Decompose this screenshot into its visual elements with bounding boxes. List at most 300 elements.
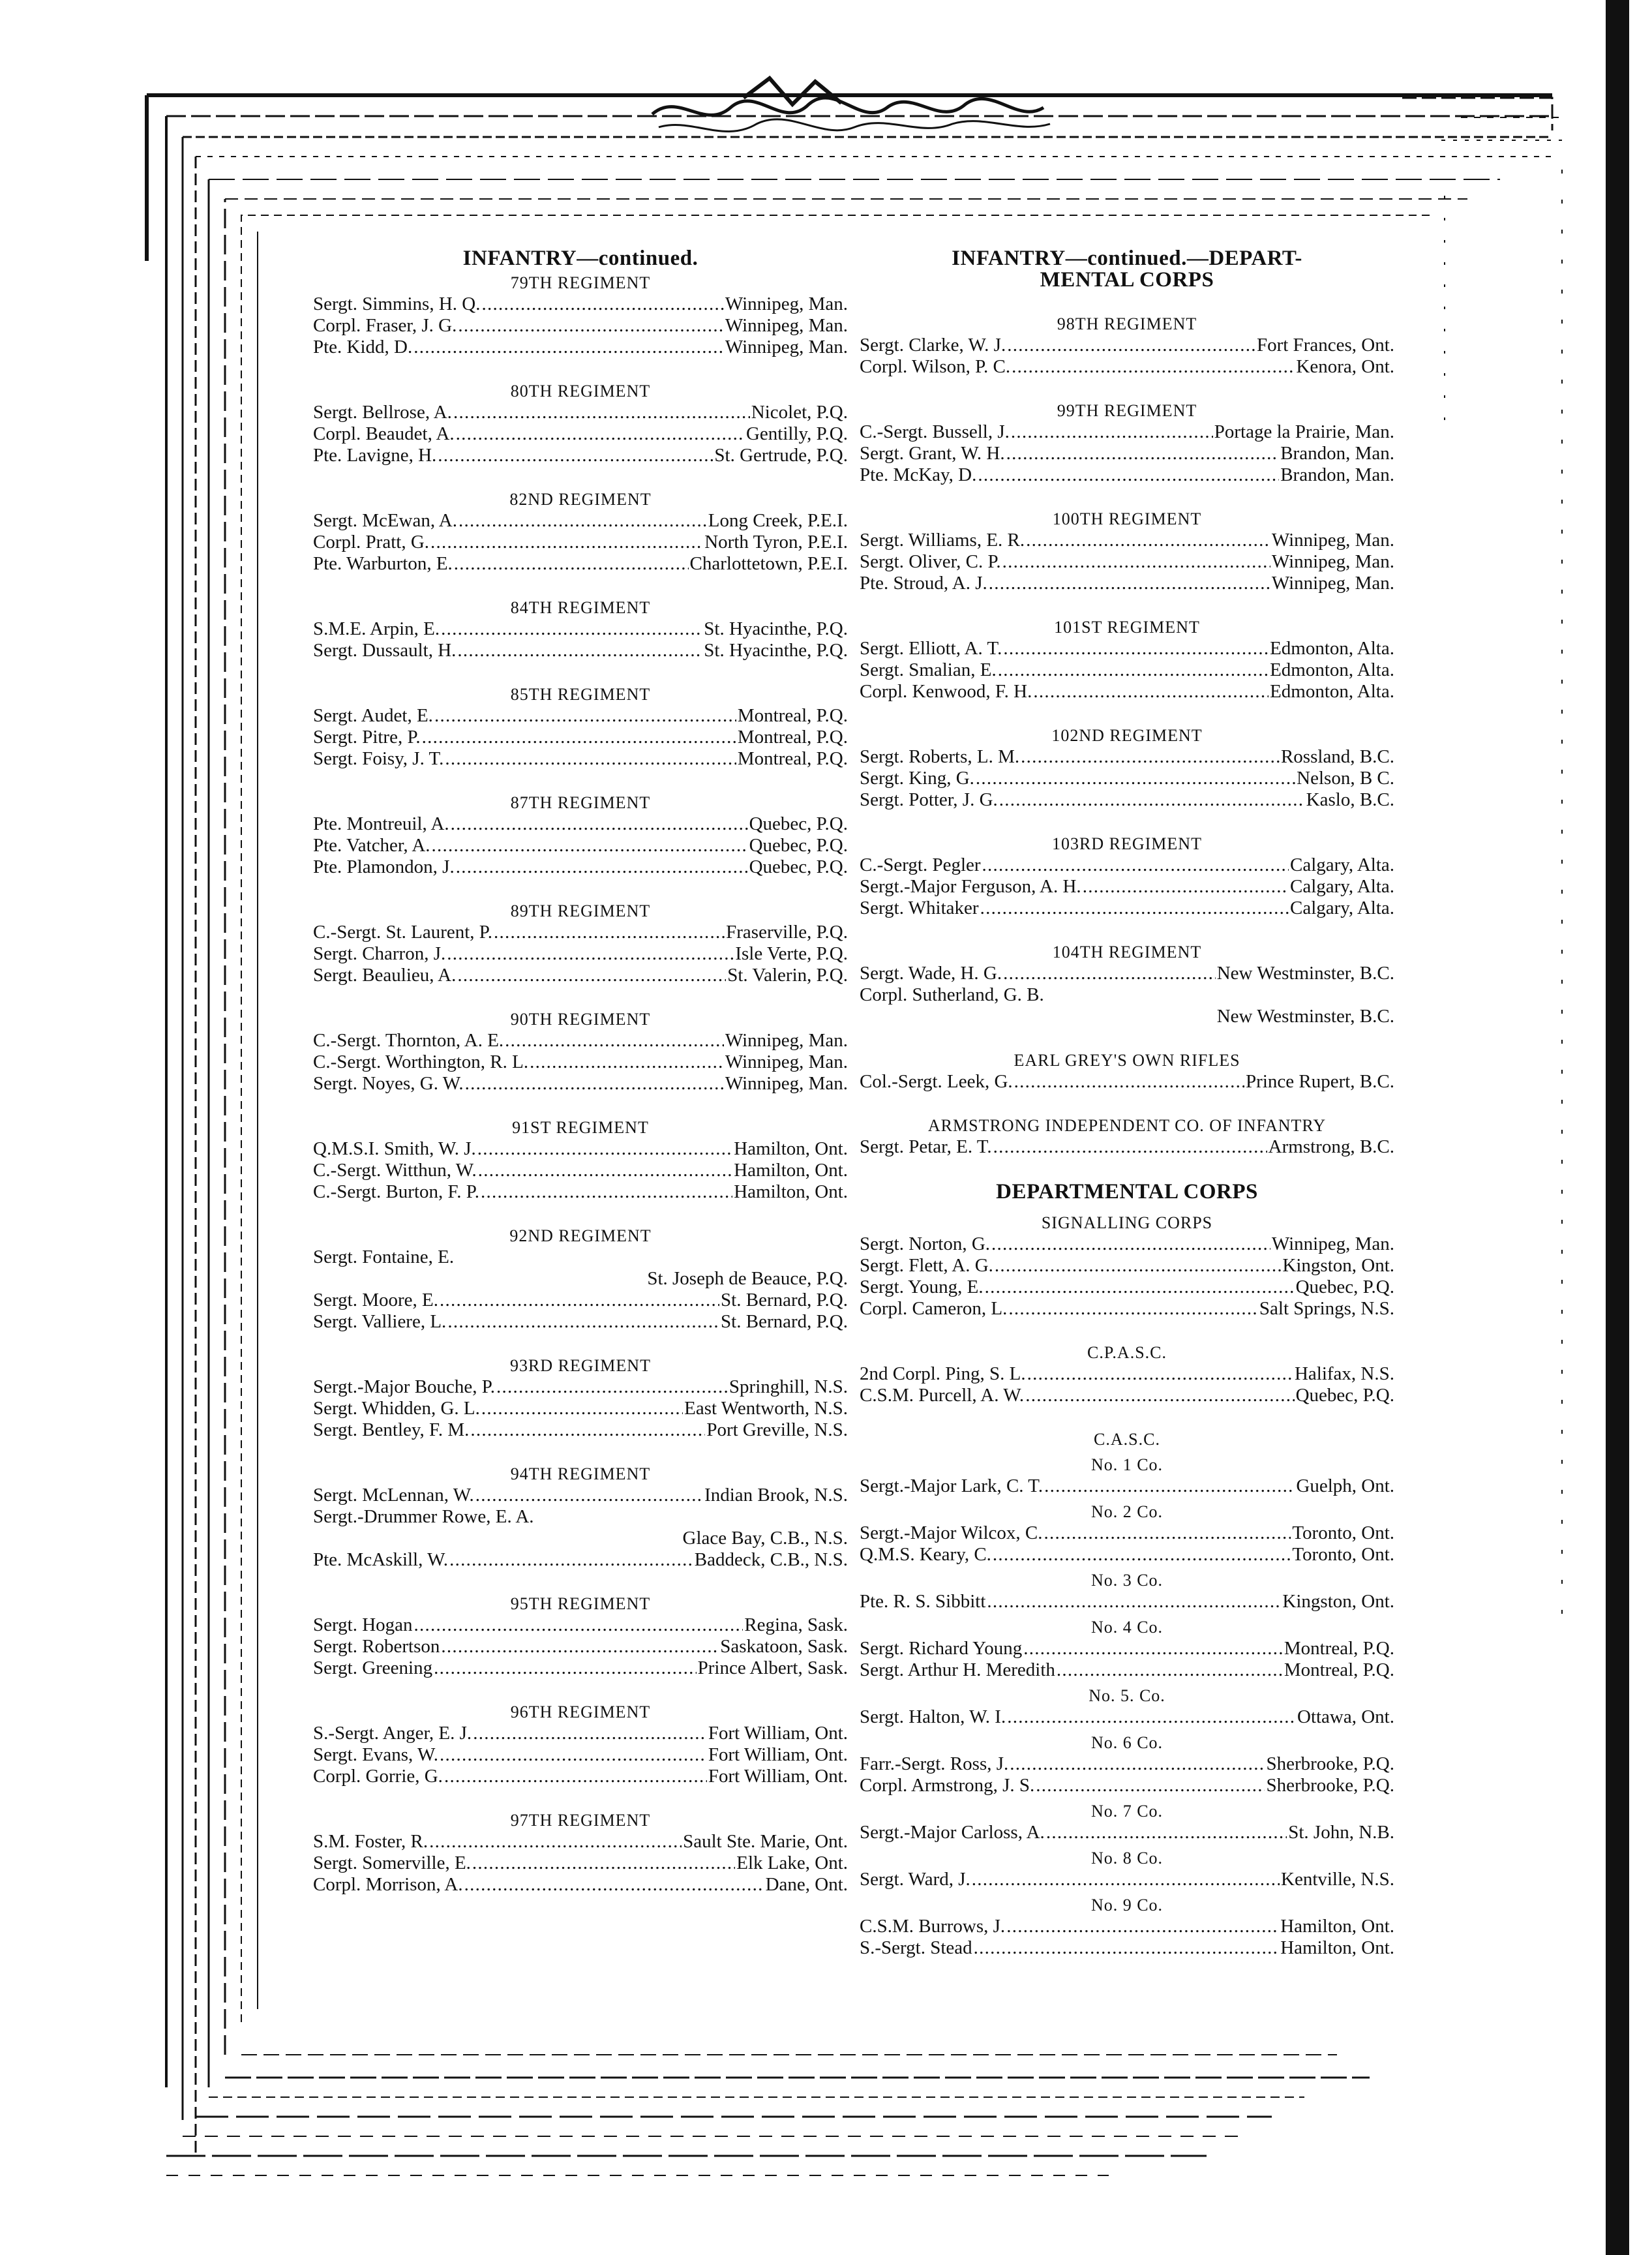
- leader-dots: [972, 1869, 1280, 1890]
- entry-name: C.-Sergt. Witthun, W.: [313, 1160, 477, 1181]
- leader-dots: [496, 1376, 728, 1398]
- regiment-heading: 95TH REGIMENT: [510, 1594, 651, 1613]
- regiment-heading: 104TH REGIMENT: [1052, 943, 1202, 961]
- leader-dots: [999, 789, 1305, 811]
- entry-name: Sergt. Flett, A. G.: [860, 1255, 993, 1276]
- entry-name: Sergt.-Major Ferguson, A. H.: [860, 876, 1081, 897]
- roster-entry: [313, 943, 848, 965]
- entry-place: Nelson, B C.: [1297, 768, 1394, 789]
- leader-dots: [456, 423, 745, 445]
- entry-place: East Wentworth, N.S.: [684, 1398, 848, 1419]
- roster-entry: [313, 1030, 848, 1052]
- roster-entry: [860, 1136, 1394, 1158]
- regiment-heading: 103RD REGIMENT: [1052, 834, 1202, 853]
- company-heading: No. 3 Co.: [1090, 1571, 1164, 1590]
- regiment-heading: 101ST REGIMENT: [1054, 618, 1200, 637]
- leader-dots: [1025, 1385, 1294, 1406]
- roster-entry: [860, 984, 1394, 1027]
- entry-name: Sergt. Petar, E. T.: [860, 1136, 992, 1157]
- entry-place: Calgary, Alta.: [1290, 898, 1394, 918]
- entry-name: Sergt. Potter, J. G.: [860, 789, 998, 810]
- entry-place: Springhill, N.S.: [728, 1376, 848, 1397]
- regiment-heading: 90TH REGIMENT: [510, 1010, 651, 1029]
- entry-name: Col.-Sergt. Leek, G.: [860, 1071, 1013, 1092]
- right-column: [860, 248, 1394, 1959]
- entry-name: S.M. Foster, R.: [313, 1831, 428, 1852]
- roster-entry: [313, 294, 848, 315]
- roster-entry: [860, 659, 1394, 681]
- leader-dots: [974, 1937, 1280, 1959]
- leader-dots: [457, 965, 726, 986]
- roster-entry: [313, 1549, 848, 1571]
- entry-place: Gentilly, P.Q.: [745, 423, 848, 444]
- regiment-heading: 92ND REGIMENT: [509, 1226, 652, 1245]
- company-heading: No. 1 Co.: [1090, 1455, 1164, 1474]
- regiment-heading: 100TH REGIMENT: [1052, 509, 1202, 528]
- roster-entry: [313, 423, 848, 445]
- entry-place: Hamilton, Ont.: [1280, 1916, 1394, 1937]
- roster-entry: [313, 445, 848, 466]
- company-heading: No. 6 Co.: [1090, 1733, 1164, 1752]
- regiment-heading: 102ND REGIMENT: [1051, 726, 1203, 745]
- roster-entry: [313, 1376, 848, 1398]
- entry-name: C.S.M. Purcell, A. W.: [860, 1385, 1025, 1406]
- leader-dots: [1002, 551, 1270, 573]
- entry-name: Pte. Lavigne, H.: [313, 445, 437, 466]
- entry-place: Winnipeg, Man.: [725, 337, 848, 357]
- leader-dots: [447, 1311, 719, 1333]
- leader-dots: [993, 1544, 1291, 1566]
- entry-place: Halifax, N.S.: [1294, 1363, 1394, 1384]
- leader-dots: [978, 464, 1279, 486]
- entry-place: Guelph, Ont.: [1296, 1476, 1394, 1496]
- regiment-heading: C.A.S.C.: [1094, 1430, 1160, 1449]
- entry-place: St. Gertrude, P.Q.: [714, 445, 848, 466]
- entry-place: Hamilton, Ont.: [734, 1160, 848, 1181]
- roster-entry: [313, 618, 848, 640]
- leader-dots: [457, 640, 702, 661]
- entry-place: Sherbrooke, P.Q.: [1266, 1775, 1394, 1796]
- entry-place: Fort William, Ont.: [708, 1766, 848, 1787]
- entry-name: Corpl. Cameron, L.: [860, 1298, 1008, 1319]
- leader-dots: [430, 532, 703, 553]
- entry-place: Kentville, N.S.: [1281, 1869, 1394, 1890]
- entry-name: Sergt. Smalian, E.: [860, 659, 997, 680]
- entry-place: Kingston, Ont.: [1282, 1591, 1394, 1612]
- entry-place: St. Valerin, P.Q.: [727, 965, 848, 986]
- entry-name: Pte. McAskill, W.: [313, 1549, 449, 1570]
- entry-place: Winnipeg, Man.: [1271, 551, 1394, 572]
- roster-entry: [860, 638, 1394, 659]
- leader-dots: [440, 1290, 719, 1311]
- entry-place: Winnipeg, Man.: [725, 315, 848, 336]
- entry-place: Winnipeg, Man.: [1271, 573, 1394, 594]
- roster-entry: [313, 1052, 848, 1073]
- entry-name: Pte. R. S. Sibbitt: [860, 1591, 986, 1612]
- entry-place: Fort Frances, Ont.: [1256, 335, 1394, 356]
- entry-name: Sergt. Charron, J.: [313, 943, 446, 964]
- entry-place: Nicolet, P.Q.: [751, 402, 848, 423]
- roster-entry: [313, 1636, 848, 1657]
- leader-dots: [1044, 1476, 1295, 1497]
- roster-entry: [860, 1298, 1394, 1320]
- entry-place: Fort William, Ont.: [708, 1744, 848, 1765]
- entry-place: Kenora, Ont.: [1296, 356, 1394, 377]
- entry-place: Winnipeg, Man.: [1271, 1233, 1394, 1254]
- entry-place: Portage la Prairie, Man.: [1214, 421, 1394, 442]
- leader-dots: [470, 1419, 705, 1441]
- entry-name: Corpl. Beaudet, A.: [313, 423, 455, 444]
- entry-place: Brandon, Man.: [1280, 443, 1394, 464]
- leader-dots: [494, 922, 725, 943]
- entry-place: Salt Springs, N.S.: [1259, 1298, 1394, 1319]
- regiment-heading: 84TH REGIMENT: [510, 598, 651, 617]
- leader-dots: [1003, 963, 1216, 984]
- entry-name: Corpl. Fraser, J. G.: [313, 315, 457, 336]
- leader-dots: [985, 1277, 1295, 1298]
- leader-dots: [989, 573, 1270, 594]
- leader-dots: [1023, 1638, 1283, 1659]
- leader-dots: [976, 768, 1295, 789]
- entry-place: Long Creek, P.E.I.: [708, 510, 848, 531]
- leader-dots: [505, 1030, 724, 1052]
- roster-entry: [860, 1591, 1394, 1612]
- leader-dots: [414, 1614, 743, 1636]
- roster-entry: [860, 1916, 1394, 1937]
- leader-dots: [449, 1549, 693, 1571]
- entry-place: Toronto, Ont.: [1292, 1544, 1394, 1565]
- leader-dots: [473, 1723, 707, 1744]
- regiment-heading: 94TH REGIMENT: [510, 1464, 651, 1483]
- leader-dots: [1007, 335, 1255, 356]
- regiment-heading: 97TH REGIMENT: [510, 1811, 651, 1830]
- entry-name: Sergt. Pitre, P.: [313, 727, 421, 748]
- entry-name: Sergt. Whidden, G. L.: [313, 1398, 480, 1419]
- roster-entry: [313, 1614, 848, 1636]
- entry-place: Hamilton, Ont.: [1280, 1937, 1394, 1958]
- leader-dots: [1046, 1822, 1287, 1843]
- entry-place: Kingston, Ont.: [1282, 1255, 1394, 1276]
- entry-name: Corpl. Morrison, A.: [313, 1874, 463, 1895]
- entry-name: Sergt. Elliott, A. T.: [860, 638, 1002, 659]
- entry-place: Kaslo, B.C.: [1306, 789, 1394, 810]
- entry-name: Sergt. Grant, W. H.: [860, 443, 1005, 464]
- roster-entry: [313, 337, 848, 358]
- entry-name: Sergt. Richard Young: [860, 1638, 1023, 1659]
- regiment-heading: 93RD REGIMENT: [510, 1356, 651, 1375]
- roster-entry: [860, 1659, 1394, 1681]
- departmental-corps-title: DEPARTMENTAL CORPS: [996, 1180, 1258, 1203]
- entry-place: Brandon, Man.: [1280, 464, 1394, 485]
- roster-entry: [860, 443, 1394, 464]
- roster-entry: [313, 1657, 848, 1679]
- entry-place: Montreal, P.Q.: [1284, 1659, 1394, 1680]
- regiment-heading: SIGNALLING CORPS: [1041, 1213, 1213, 1232]
- regiment-heading: 99TH REGIMENT: [1057, 401, 1197, 420]
- entry-name: Sergt. McEwan, A.: [313, 510, 457, 531]
- roster-entry: [860, 464, 1394, 486]
- entry-place: Sherbrooke, P.Q.: [1266, 1753, 1394, 1774]
- entry-name: Sergt. Audet, E.: [313, 705, 433, 726]
- entry-name: Sergt. Foisy, J. T.: [313, 748, 444, 769]
- leader-dots: [1057, 1659, 1283, 1681]
- entry-name: Sergt. Bellrose, A.: [313, 402, 452, 423]
- company-heading: No. 7 Co.: [1090, 1802, 1164, 1821]
- entry-place: Isle Verte, P.Q.: [735, 943, 848, 964]
- entry-place: Montreal, P.Q.: [1284, 1638, 1394, 1659]
- leader-dots: [998, 659, 1269, 681]
- leader-dots: [456, 856, 748, 878]
- roster-entry: [860, 1233, 1394, 1255]
- regiment-heading: 80TH REGIMENT: [510, 382, 651, 401]
- entry-name: 2nd Corpl. Ping, S. L.: [860, 1363, 1026, 1384]
- roster-entry: [313, 1744, 848, 1766]
- roster-entry: [860, 530, 1394, 551]
- entry-place: Armstrong, B.C.: [1268, 1136, 1394, 1157]
- regiment-heading: ARMSTRONG INDEPENDENT CO. OF INFANTRY: [927, 1116, 1327, 1135]
- entry-name: Corpl. Sutherland, G. B.: [860, 984, 1044, 1005]
- leader-dots: [530, 1052, 724, 1073]
- entry-name: Corpl. Pratt, G.: [313, 532, 430, 552]
- leader-dots: [1011, 421, 1213, 443]
- leader-dots: [1014, 1071, 1244, 1093]
- roster-entry: [860, 1363, 1394, 1385]
- roster-entry: [860, 1638, 1394, 1659]
- roster-entry: [313, 856, 848, 878]
- entry-place: Port Greville, N.S.: [706, 1419, 848, 1440]
- entry-place: St. Hyacinthe, P.Q.: [704, 640, 848, 661]
- roster-entry: [860, 1869, 1394, 1890]
- entry-place: Charlottetown, P.E.I.: [689, 553, 848, 574]
- entry-name: Sergt. King, G.: [860, 768, 974, 789]
- entry-place: New Westminster, B.C.: [1216, 963, 1394, 984]
- regiment-heading: 79TH REGIMENT: [510, 273, 651, 292]
- roster-entry: [313, 1138, 848, 1160]
- roster-entry: [313, 553, 848, 575]
- roster-entry: [313, 1073, 848, 1095]
- leader-dots: [1006, 443, 1280, 464]
- entry-place: Sault Ste. Marie, Ont.: [683, 1831, 848, 1852]
- roster-entry: [313, 1311, 848, 1333]
- entry-name: Sergt.-Major Wilcox, C.: [860, 1522, 1043, 1543]
- leader-dots: [481, 1398, 683, 1419]
- regiment-heading: 89TH REGIMENT: [510, 901, 651, 920]
- leader-dots: [991, 1233, 1270, 1255]
- roster-entry: [860, 1706, 1394, 1728]
- roster-entry: [860, 1544, 1394, 1566]
- entry-name: Pte. Kidd, D.: [313, 337, 413, 357]
- leader-dots: [987, 1591, 1281, 1612]
- entry-name: Sergt. Bentley, F. M.: [313, 1419, 470, 1440]
- roster-entry: [313, 1723, 848, 1744]
- leader-dots: [434, 1657, 697, 1679]
- entry-place: Prince Albert, Sask.: [697, 1657, 848, 1678]
- leader-dots: [1012, 356, 1295, 378]
- entry-name: Sergt.-Major Lark, C. T.: [860, 1476, 1044, 1496]
- entry-name: Sergt. Wade, H. G.: [860, 963, 1002, 984]
- company-heading: No. 5. Co.: [1089, 1686, 1165, 1705]
- section-title-line-2: MENTAL CORPS: [1040, 268, 1214, 292]
- entry-name: Sergt.-Major Bouche, P.: [313, 1376, 495, 1397]
- roster-entry: [860, 1385, 1394, 1406]
- leader-dots: [434, 705, 736, 727]
- section-title: INFANTRY—continued.: [462, 247, 698, 270]
- company-heading: No. 8 Co.: [1090, 1849, 1164, 1868]
- entry-place: Ottawa, Ont.: [1297, 1706, 1394, 1727]
- regiment-heading: 85TH REGIMENT: [510, 685, 651, 704]
- roster-entry: [860, 746, 1394, 768]
- regiment-heading: EARL GREY'S OWN RIFLES: [1014, 1051, 1240, 1070]
- entry-place: Dane, Ont.: [765, 1874, 848, 1895]
- leader-dots: [458, 510, 707, 532]
- regiment-heading: 98TH REGIMENT: [1057, 314, 1197, 333]
- entry-name: Corpl. Kenwood, F. H.: [860, 681, 1032, 702]
- entry-name: Sergt. Moore, E.: [313, 1290, 438, 1310]
- entry-name: Q.M.S. Keary, C.: [860, 1544, 991, 1565]
- roster-entry: [860, 1937, 1394, 1959]
- roster-entry: [313, 727, 848, 748]
- roster-entry: [313, 315, 848, 337]
- entry-place: Montreal, P.Q.: [737, 705, 848, 726]
- entry-place: New Westminster, B.C.: [1216, 1006, 1394, 1027]
- entry-place: Toronto, Ont.: [1292, 1522, 1394, 1543]
- roster-entry: [860, 335, 1394, 356]
- leader-dots: [1007, 1706, 1296, 1728]
- entry-name: Sergt. Somerville, E.: [313, 1853, 471, 1873]
- entry-place: Indian Brook, N.S.: [704, 1485, 848, 1506]
- entry-place: Fort William, Ont.: [708, 1723, 848, 1744]
- entry-place: Regina, Sask.: [744, 1614, 848, 1635]
- entry-name: C.-Sergt. St. Laurent, P.: [313, 922, 492, 943]
- roster-entry: [313, 1160, 848, 1181]
- leader-dots: [1010, 1753, 1265, 1775]
- leader-dots: [478, 1160, 732, 1181]
- entry-place: Winnipeg, Man.: [725, 1030, 848, 1051]
- leader-dots: [445, 748, 736, 770]
- entry-place: Winnipeg, Man.: [725, 1073, 848, 1094]
- entry-name: S.-Sergt. Anger, E. J.: [313, 1723, 472, 1744]
- leader-dots: [1083, 876, 1289, 898]
- entry-name: C.-Sergt. Worthington, R. L.: [313, 1052, 529, 1072]
- entry-place: Quebec, P.Q.: [1295, 1385, 1394, 1406]
- entry-name: Corpl. Wilson, P. C.: [860, 356, 1011, 377]
- entry-place: Fraserville, P.Q.: [726, 922, 848, 943]
- entry-name: Pte. Vatcher, A.: [313, 835, 430, 856]
- entry-name: Sergt. Noyes, G. W.: [313, 1073, 464, 1094]
- entry-name: S.-Sergt. Stead: [860, 1937, 972, 1958]
- entry-place: Calgary, Alta.: [1290, 855, 1394, 875]
- roster-entry: [860, 1071, 1394, 1093]
- entry-name: Sergt. McLennan, W.: [313, 1485, 474, 1506]
- regiment-heading: 91ST REGIMENT: [512, 1118, 649, 1137]
- entry-name: Sergt. Dussault, H.: [313, 640, 457, 661]
- entry-name: Sergt.-Major Carloss, A.: [860, 1822, 1045, 1843]
- roster-entry: [860, 551, 1394, 573]
- entry-name: Sergt. Valliere, L.: [313, 1311, 447, 1332]
- leader-dots: [441, 1636, 719, 1657]
- leader-dots: [438, 445, 713, 466]
- leader-dots: [1036, 1775, 1265, 1796]
- leader-dots: [980, 898, 1289, 919]
- roster-entry: [313, 1853, 848, 1874]
- entry-name: Q.M.S.I. Smith, W. J.: [313, 1138, 476, 1159]
- leader-dots: [1033, 681, 1269, 703]
- entry-place: Quebec, P.Q.: [749, 835, 848, 856]
- leader-dots: [1006, 1916, 1279, 1937]
- entry-name: Sergt. Evans, W.: [313, 1744, 438, 1765]
- roster-entry: [860, 876, 1394, 898]
- entry-name: Sergt. Hogan: [313, 1614, 413, 1635]
- leader-dots: [454, 553, 689, 575]
- roster-entry: [860, 356, 1394, 378]
- entry-place: Winnipeg, Man.: [725, 1052, 848, 1072]
- entry-name: Sergt. Norton, G.: [860, 1233, 991, 1254]
- leader-dots: [995, 1255, 1282, 1277]
- entry-place: North Tyron, P.E.I.: [704, 532, 848, 552]
- leader-dots: [1008, 1298, 1258, 1320]
- roster-entry: [313, 510, 848, 532]
- roster-entry: [313, 1181, 848, 1203]
- entry-name: Sergt. Halton, W. I.: [860, 1706, 1006, 1727]
- roster-entry: [860, 963, 1394, 984]
- roster-entry: [860, 1277, 1394, 1298]
- entry-name: Pte. Plamondon, J.: [313, 856, 455, 877]
- roster-entry: [313, 1419, 848, 1441]
- roster-entry: [313, 748, 848, 770]
- leader-dots: [982, 855, 1289, 876]
- roster-entry: [313, 1247, 848, 1290]
- leader-dots: [481, 294, 723, 315]
- roster-entry: [313, 1398, 848, 1419]
- entry-name: Sergt. Robertson: [313, 1636, 440, 1657]
- entry-place: Glace Bay, C.B., N.S.: [682, 1528, 848, 1549]
- company-heading: No. 4 Co.: [1090, 1618, 1164, 1637]
- roster-entry: [313, 705, 848, 727]
- roster-entry: [313, 1874, 848, 1896]
- leader-dots: [422, 727, 736, 748]
- roster-entry: [313, 1485, 848, 1506]
- entry-name: Pte. McKay, D.: [860, 464, 977, 485]
- entry-name: Sergt. Ward, J.: [860, 1869, 970, 1890]
- entry-place: Montreal, P.Q.: [737, 727, 848, 748]
- leader-dots: [444, 1766, 707, 1787]
- roster-entry: [860, 681, 1394, 703]
- entry-place: Prince Rupert, B.C.: [1246, 1071, 1394, 1092]
- roster-entry: [313, 922, 848, 943]
- roster-entry: [860, 1753, 1394, 1775]
- entry-name: Sergt. Roberts, L. M.: [860, 746, 1020, 767]
- leader-dots: [1026, 530, 1270, 551]
- entry-place: Edmonton, Alta.: [1270, 681, 1394, 702]
- entry-name: C.-Sergt. Pegler: [860, 855, 981, 875]
- leader-dots: [475, 1485, 703, 1506]
- entry-name: Sergt. Simmins, H. Q.: [313, 294, 481, 314]
- roster-entry: [860, 768, 1394, 789]
- entry-name: S.M.E. Arpin, E.: [313, 618, 440, 639]
- entry-place: St. Bernard, P.Q.: [721, 1290, 848, 1310]
- entry-name: Sergt. Whitaker: [860, 898, 979, 918]
- leader-dots: [464, 1874, 764, 1896]
- regiment-heading: 82ND REGIMENT: [509, 490, 652, 509]
- entry-place: St. Joseph de Beauce, P.Q.: [647, 1268, 848, 1289]
- regiment-heading: 87TH REGIMENT: [510, 793, 651, 812]
- entry-place: Rossland, B.C.: [1280, 746, 1394, 767]
- entry-place: Edmonton, Alta.: [1270, 659, 1394, 680]
- regiment-heading: C.P.A.S.C.: [1087, 1343, 1167, 1362]
- leader-dots: [432, 835, 748, 856]
- section-title-line-1: INFANTRY—continued.—DEPART-: [952, 247, 1302, 270]
- company-heading: No. 2 Co.: [1090, 1502, 1164, 1521]
